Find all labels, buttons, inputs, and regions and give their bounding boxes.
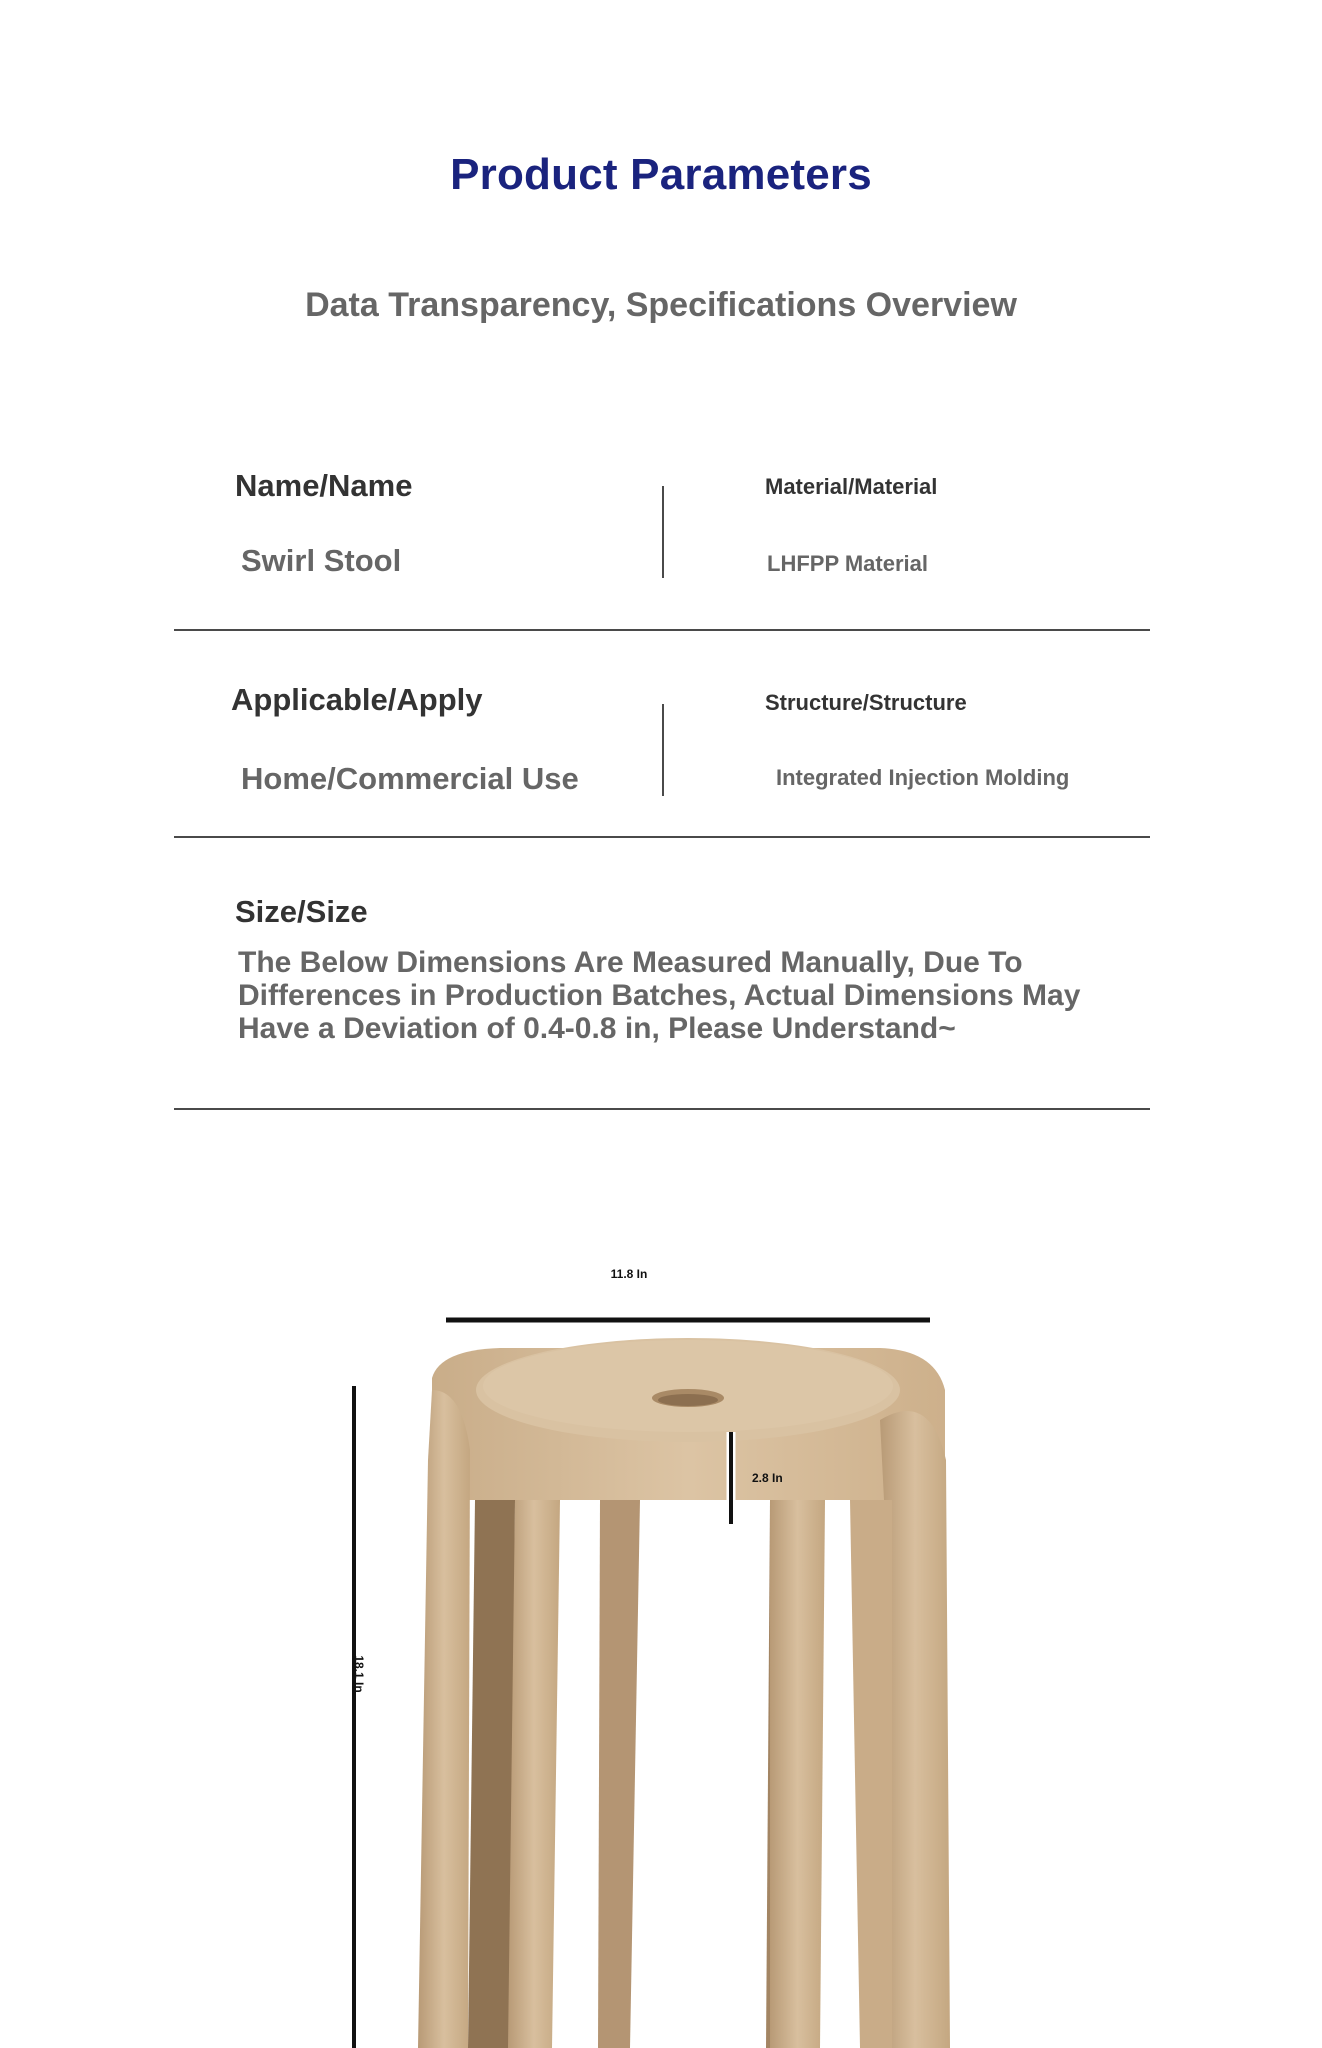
apply-value: Home/Commercial Use (241, 761, 579, 796)
width-dimension-label: 11.8 In (610, 1267, 648, 1281)
material-value: LHFPP Material (767, 551, 928, 576)
size-note: The Below Dimensions Are Measured Manually, Due To Differences in Production Batches, Actual Dimensions May Have a Deviation of 0.4-0.8 in, Please Understand~ (238, 946, 1081, 1045)
structure-value: Integrated Injection Molding (776, 765, 1070, 790)
material-label: Material/Material (765, 474, 938, 499)
row-divider (174, 629, 1150, 631)
column-divider (662, 704, 664, 796)
thickness-dimension-label: 2.8 In (752, 1471, 783, 1485)
row-divider (174, 836, 1150, 838)
page-title: Product Parameters (450, 150, 872, 199)
stool-seat (432, 1338, 945, 1500)
name-value: Swirl Stool (241, 543, 402, 578)
structure-label: Structure/Structure (765, 690, 967, 715)
page-subtitle: Data Transparency, Specifications Overview (305, 286, 1017, 324)
column-divider (662, 486, 664, 578)
row-divider (174, 1108, 1150, 1110)
stool-illustration (0, 1200, 1322, 2048)
height-dimension-label: 18.1 In (352, 1655, 366, 1693)
name-label: Name/Name (235, 468, 413, 503)
apply-label: Applicable/Apply (231, 682, 483, 717)
size-label: Size/Size (235, 894, 368, 929)
